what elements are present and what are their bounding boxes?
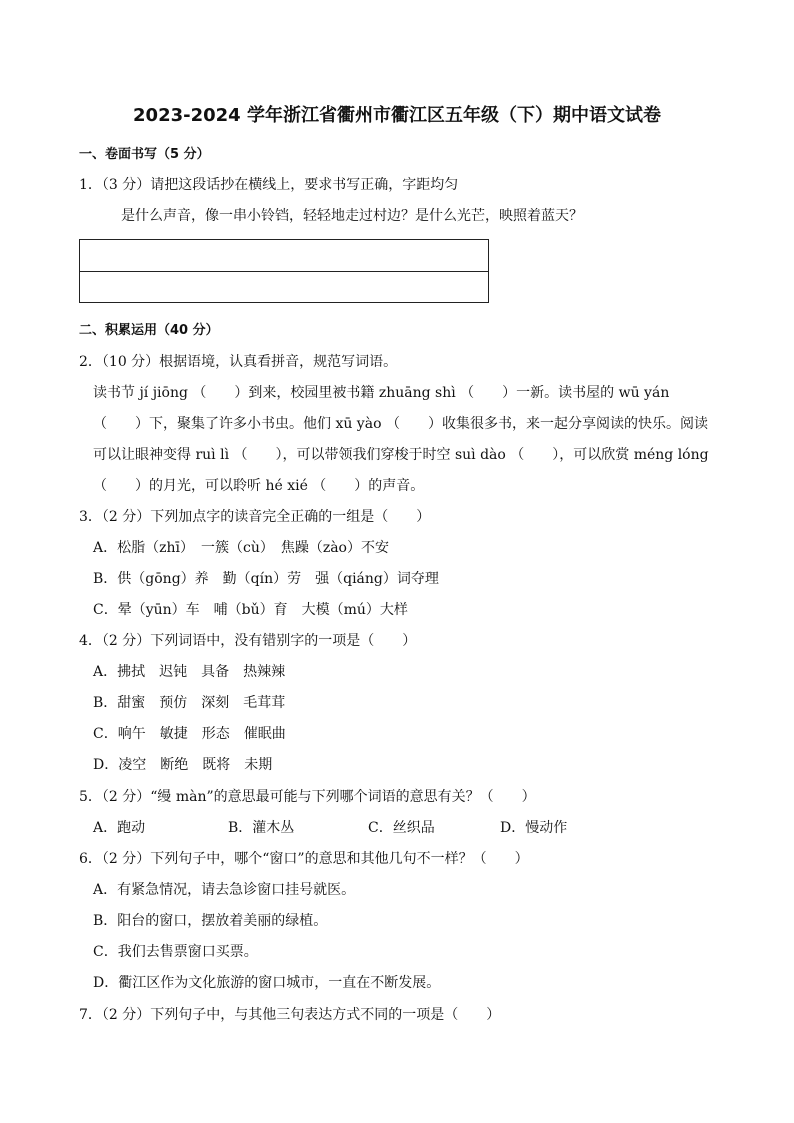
question-6-option-b[interactable]: B．阳台的窗口，摆放着美丽的绿植。 — [93, 913, 328, 929]
section-heading-1: 一、卷面书写（5 分） — [79, 147, 210, 162]
question-6-option-c[interactable]: C．我们去售票窗口买票。 — [93, 944, 258, 960]
question-5-stem: 5．（2 分）“缦 màn”的意思最可能与下列哪个词语的意思有关？（ ） — [79, 789, 536, 805]
question-2-line: 读书节 jí jiōng （ ）到来，校园里被书籍 zhuāng shì （ ）一新。读书屋的 wū yán — [93, 385, 670, 401]
question-5-option-b[interactable]: B．灌木丛 — [228, 820, 295, 836]
question-6-option-d[interactable]: D．衢江区作为文化旅游的窗口城市，一直在不断发展。 — [93, 975, 441, 991]
question-2-line: （ ）的月光，可以聆听 hé xié （ ）的声音。 — [93, 478, 425, 494]
question-4-stem: 4．（2 分）下列词语中，没有错别字的一项是（ ） — [79, 633, 417, 649]
question-4-option-d[interactable]: D．凌空 断绝 既将 未期 — [93, 757, 273, 773]
question-3-option-b[interactable]: B．供（gōng）养 勤（qín）劳 强（qiáng）词夺理 — [93, 571, 439, 587]
exam-title: 2023-2024 学年浙江省衢州市衢江区五年级（下）期中语文试卷 — [133, 105, 661, 126]
section-heading-2: 二、积累运用（40 分） — [79, 323, 219, 338]
question-4-option-a[interactable]: A．拂拭 迟钝 具备 热辣辣 — [93, 664, 286, 680]
question-2-line: （ ）下，聚集了许多小书虫。他们 xū yào （ ）收集很多书，来一起分享阅读的快乐。阅读 — [93, 416, 708, 432]
writing-box[interactable] — [79, 239, 489, 303]
question-4-option-c[interactable]: C．响午 敏捷 形态 催眠曲 — [93, 726, 286, 742]
question-3-stem: 3．（2 分）下列加点字的读音完全正确的一组是（ ） — [79, 509, 431, 525]
question-6-stem: 6．（2 分）下列句子中，哪个“窗口”的意思和其他几句不一样？（ ） — [79, 851, 529, 867]
question-6-option-a[interactable]: A．有紧急情况，请去急诊窗口挂号就医。 — [93, 882, 356, 898]
question-4-option-b[interactable]: B．甜蜜 预仿 深刻 毛茸茸 — [93, 695, 286, 711]
question-7-stem: 7．（2 分）下列句子中，与其他三句表达方式不同的一项是（ ） — [79, 1007, 501, 1023]
question-1-passage: 是什么声音，像一串小铃铛，轻轻地走过村边？是什么光芒，映照着蓝天？ — [121, 208, 583, 224]
question-2-line: 可以让眼神变得 ruì lì （ ），可以带领我们穿梭于时空 suì dào （ ），可以欣赏 méng lóng — [93, 447, 709, 463]
question-2-stem: 2．（10 分）根据语境，认真看拼音，规范写词语。 — [79, 354, 398, 370]
question-1-stem: 1．（3 分）请把这段话抄在横线上，要求书写正确，字距均匀 — [79, 177, 459, 193]
question-5-option-c[interactable]: C．丝织品 — [368, 820, 435, 836]
writing-box-divider — [80, 271, 488, 272]
question-5-option-d[interactable]: D．慢动作 — [500, 820, 568, 836]
question-5-option-a[interactable]: A．跑动 — [93, 820, 146, 836]
question-3-option-c[interactable]: C．晕（yūn）车 哺（bǔ）育 大模（mú）大样 — [93, 602, 408, 618]
question-3-option-a[interactable]: A．松脂（zhī） 一簇（cù） 焦躁（zào）不安 — [93, 540, 389, 556]
